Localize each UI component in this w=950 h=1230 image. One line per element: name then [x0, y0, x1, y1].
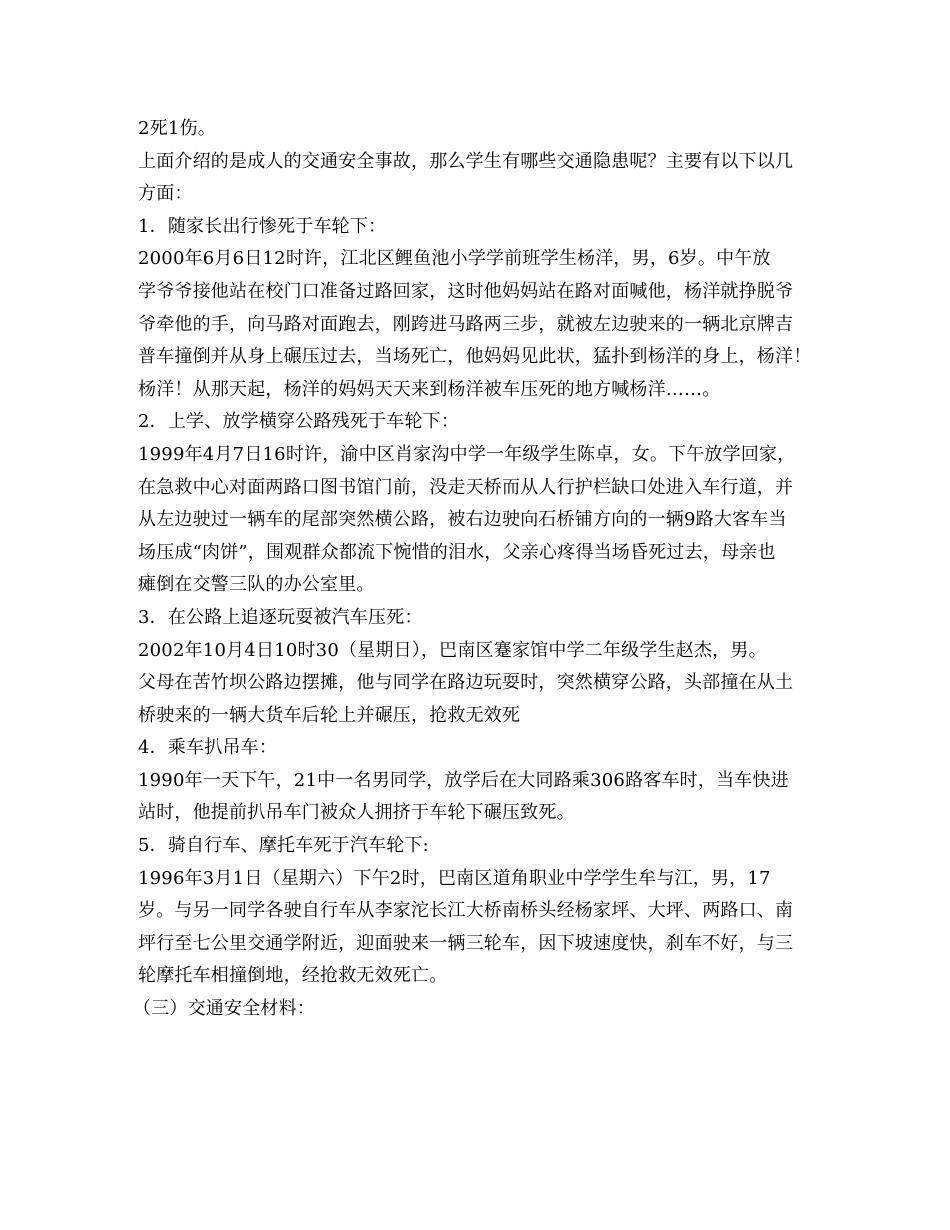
text-line-22: 站时，他提前扒吊车门被众人拥挤于车轮下碾压致死。 — [138, 802, 575, 824]
text-line-17: 2002年10月4日10时30（星期日），巴南区蹇家馆中学二年级学生赵杰，男。 — [138, 639, 767, 661]
text-line-13: 从左边驶过一辆车的尾部突然横公路，被右边驶向石桥铺方向的一辆9路大客车当 — [138, 509, 787, 531]
text-line-3: 方面： — [138, 183, 193, 205]
section-heading-2: 2．上学、放学横穿公路残死于车轮下： — [138, 411, 460, 433]
text-line-24: 1996年3月1日（星期六）下午2时，巴南区道角职业中学学生牟与江，男，17 — [138, 867, 771, 889]
text-line-15: 瘫倒在交警三队的办公室里。 — [138, 574, 375, 596]
text-line-6: 学爷爷接他站在校门口准备过路回家，这时他妈妈站在路对面喊他，杨洋就挣脱爷 — [138, 280, 794, 302]
text-line-19: 桥驶来的一辆大货车后轮上并碾压，抢救无效死 — [138, 704, 521, 726]
text-line-26: 坪行至七公里交通学附近，迎面驶来一辆三轮车，因下坡速度快，刹车不好，与三 — [138, 932, 794, 954]
text-line-25: 岁。与另一同学各驶自行车从李家沱长江大桥南桥头经杨家坪、大坪、两路口、南 — [138, 900, 794, 922]
text-line-21: 1990年一天下午，21中一名男同学，放学后在大同路乘306路客车时，当车快进 — [138, 769, 789, 791]
section-heading-1: 1．随家长出行惨死于车轮下： — [138, 215, 387, 237]
text-line-5: 2000年6月6日12时许，江北区鲤鱼池小学学前班学生杨洋，男，6岁。中午放 — [138, 248, 771, 270]
text-line-9: 杨洋！从那天起，杨洋的妈妈天天来到杨洋被车压死的地方喊杨洋……。 — [138, 378, 721, 400]
section-heading-5: 5．骑自行车、摩托车死于汽车轮下: — [138, 835, 429, 857]
text-line-12: 在急救中心对面两路口图书馆门前，没走天桥而从人行护栏缺口处进入车行道，并 — [138, 476, 794, 498]
text-line-8: 普车撞倒并从身上碾压过去，当场死亡，他妈妈见此状，猛扑到杨洋的身上，杨洋！ — [138, 346, 812, 368]
text-line-18: 父母在苦竹坝公路边摆摊，他与同学在路边玩耍时，突然横穿公路，头部撞在从土 — [138, 672, 794, 694]
section-heading-4: 4．乘车扒吊车： — [138, 737, 278, 759]
text-line-7: 爷牵他的手，向马路对面跑去，刚跨进马路两三步，就被左边驶来的一辆北京牌吉 — [138, 313, 794, 335]
section-heading-traffic-materials: （三）交通安全材料： — [133, 998, 315, 1020]
text-line-14: 场压成“肉饼”，围观群众都流下惋惜的泪水，父亲心疼得当场昏死过去，母亲也 — [138, 541, 776, 563]
text-line-11: 1999年4月7日16时许，渝中区肖家沟中学一年级学生陈卓，女。下午放学回家， — [138, 443, 796, 465]
text-line-27: 轮摩托车相撞倒地，经抢救无效死亡。 — [138, 965, 448, 987]
text-line-1: 2死1伤。 — [138, 118, 216, 139]
text-line-2: 上面介绍的是成人的交通安全事故，那么学生有哪些交通隐患呢？主要有以下以几 — [138, 150, 794, 172]
section-heading-3: 3．在公路上追逐玩耍被汽车压死： — [138, 606, 423, 628]
document-body — [133, 113, 822, 1026]
